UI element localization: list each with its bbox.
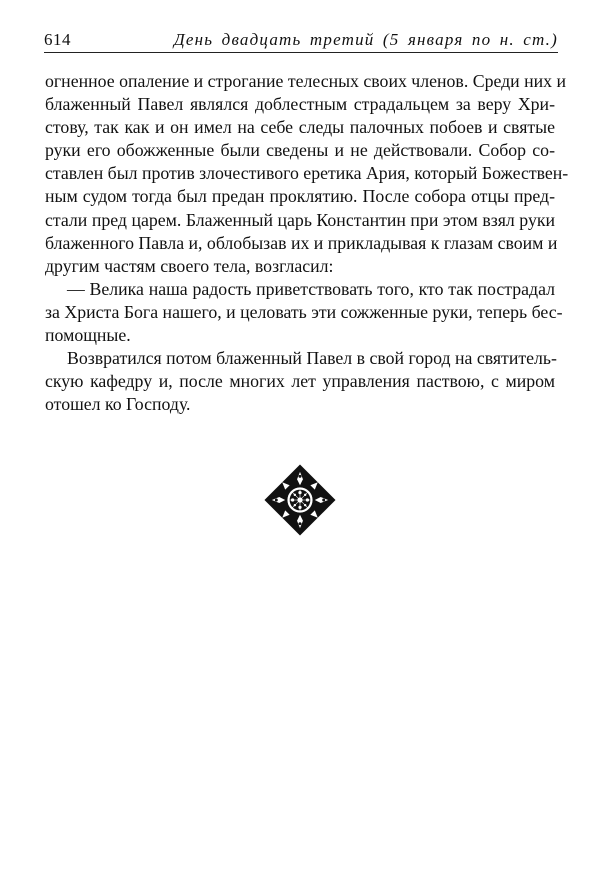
running-header xyxy=(44,30,558,53)
text-line: блаженного Павла и, облобызав их и прикладывая к глазам своим и xyxy=(45,232,558,253)
text-line: другим частям своего тела, возгласил: xyxy=(45,255,334,276)
text-line: руки его обожженные были сведены и не действовали. Собор со- xyxy=(45,140,555,161)
text-line: блаженный Павел являлся доблестным страдальцем за веру Хри- xyxy=(45,94,555,115)
text-line: ставлен был против злочестивого еретика Ария, который Божествен- xyxy=(45,163,569,184)
text-line: — Велика наша радость приветствовать того, кто так пострадал xyxy=(67,278,555,299)
text-line: стову, так как и он имел на себе следы палочных побоев и святые xyxy=(45,117,555,138)
text-line: отошел ко Господу. xyxy=(45,394,191,415)
text-line: помощные. xyxy=(45,325,131,346)
ornamental-cross-icon xyxy=(263,463,337,537)
text-line: Возвратился потом блаженный Павел в свой город на святитель- xyxy=(67,348,557,369)
text-line: за Христа Бога нашего, и целовать эти сожженные руки, теперь бес- xyxy=(45,301,563,322)
body-text xyxy=(45,70,569,416)
page-number: 614 xyxy=(44,30,71,49)
text-line: огненное опаление и строгание телесных своих членов. Среди них и xyxy=(45,71,567,91)
text-line: ным судом тогда был предан проклятию. После собора отцы пред- xyxy=(45,186,555,207)
running-title: День двадцать третий (5 января по н. ст.) xyxy=(173,30,558,49)
text-line: стали пред царем. Блаженный царь Константин при этом взял руки xyxy=(45,209,555,230)
text-line: скую кафедру и, после многих лет управления паствою, с миром xyxy=(45,371,555,392)
